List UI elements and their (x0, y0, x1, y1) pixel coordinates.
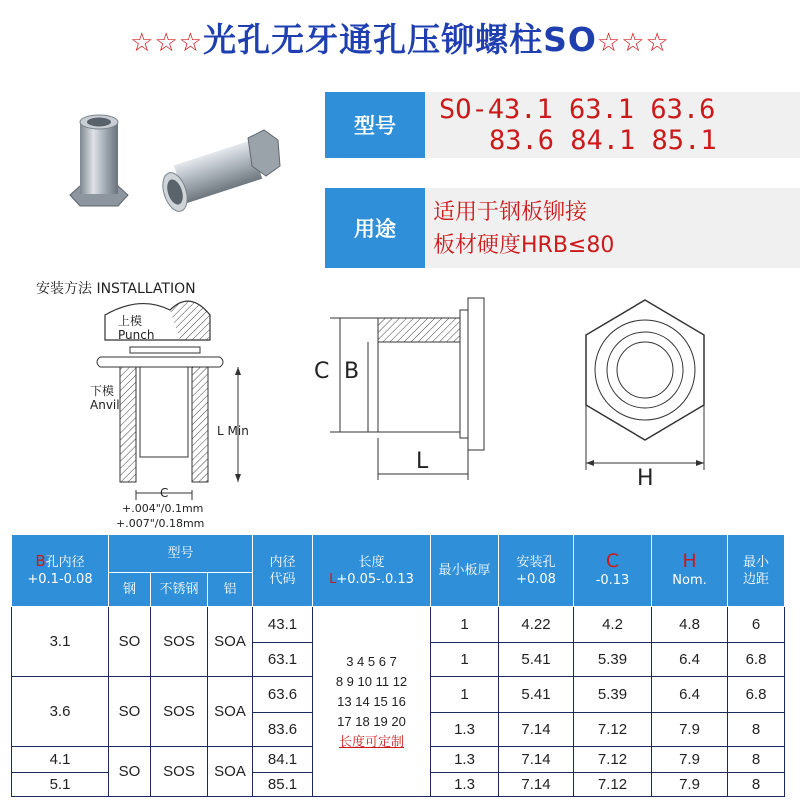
cell-aluminum: SOA (208, 747, 253, 797)
length-line-2: 8 9 10 11 12 (335, 673, 408, 689)
cell-h: 6.4 (652, 677, 728, 713)
header-hole-title: 安装孔 (516, 554, 556, 570)
cell-h: 4.8 (652, 607, 728, 643)
cell-b: 3.6 (12, 677, 109, 747)
model-line-1: SO-43.1 63.1 63.6 (439, 94, 716, 125)
cell-c: 7.12 (574, 773, 652, 797)
installation-title: 安装方法 INSTALLATION (36, 281, 196, 297)
cell-plate: 1.3 (431, 747, 499, 773)
c-dim-label: C (160, 486, 169, 500)
cell-code: 85.1 (253, 773, 313, 797)
length-line-4: 17 18 19 20 (337, 713, 406, 729)
model-label: 型号 (325, 92, 425, 158)
cell-c: 7.12 (574, 713, 652, 747)
header-model: 型号 (109, 535, 253, 573)
header-h-sub: Nom. (672, 572, 707, 588)
header-hole (499, 535, 574, 607)
cell-steel: SO (109, 677, 151, 747)
cell-hole: 7.14 (499, 747, 574, 773)
dim-l-label: L (416, 449, 429, 474)
cell-code: 63.1 (253, 643, 313, 677)
cell-code: 43.1 (253, 607, 313, 643)
header-aluminum: 铝 (208, 573, 253, 607)
stars-left: ☆☆☆ (130, 28, 204, 58)
cell-hole: 5.41 (499, 643, 574, 677)
header-b-red: B (35, 552, 46, 570)
cell-code: 83.6 (253, 713, 313, 747)
cell-lengths (313, 607, 431, 797)
cell-plate: 1 (431, 607, 499, 643)
usage-line-1: 适用于钢板铆接 (433, 200, 588, 225)
punch-en-label: Punch (118, 328, 155, 342)
product-photo (60, 100, 290, 220)
usage-values (425, 188, 800, 268)
cell-c: 4.2 (574, 607, 652, 643)
cell-edge: 6.8 (728, 677, 785, 713)
header-length-tol: +0.05-.0.13 (336, 571, 414, 587)
header-length-title: 长度 (358, 554, 385, 570)
anvil-en-label: Anvil (90, 398, 120, 412)
length-line-3: 13 14 15 16 (337, 693, 406, 709)
cell-stainless: SOS (151, 607, 208, 677)
header-b-tol: +0.1-0.08 (27, 572, 93, 587)
header-c-tol: -0.13 (595, 572, 630, 588)
cell-c: 7.12 (574, 747, 652, 773)
model-values (425, 92, 800, 158)
cell-code: 63.6 (253, 677, 313, 713)
cell-edge: 6.8 (728, 643, 785, 677)
cell-stainless: SOS (151, 747, 208, 797)
header-b (12, 535, 109, 607)
cell-h: 7.9 (652, 773, 728, 797)
header-min-plate: 最小板厚 (431, 535, 499, 607)
punch-cn-label: 上模 (118, 314, 143, 328)
length-line-1: 3 4 5 6 7 (346, 653, 397, 669)
page-title (0, 14, 800, 61)
cell-hole: 5.41 (499, 677, 574, 713)
cell-edge: 8 (728, 747, 785, 773)
length-custom-note: 长度可定制 (339, 733, 405, 749)
header-c (574, 535, 652, 607)
cell-h: 7.9 (652, 747, 728, 773)
model-block (325, 92, 800, 158)
cell-aluminum: SOA (208, 677, 253, 747)
cell-edge: 6 (728, 607, 785, 643)
cell-stainless: SOS (151, 677, 208, 747)
tolerance-2: +.007"/0.18mm (116, 517, 205, 530)
tolerance-1: +.004"/0.1mm (122, 502, 204, 515)
l-min-label: L Min (217, 424, 249, 438)
cell-steel: SO (109, 747, 151, 797)
cell-hole: 7.14 (499, 773, 574, 797)
cell-c: 5.39 (574, 677, 652, 713)
cell-b: 3.1 (12, 607, 109, 677)
table-row (12, 607, 785, 643)
cell-edge: 8 (728, 773, 785, 797)
cell-b: 4.1 (12, 747, 109, 773)
cell-c: 5.39 (574, 643, 652, 677)
spec-table (11, 534, 785, 797)
cell-code: 84.1 (253, 747, 313, 773)
dim-h-label: H (637, 466, 654, 491)
header-length (313, 535, 431, 607)
cell-hole: 4.22 (499, 607, 574, 643)
side-section-diagram (300, 290, 500, 480)
stars-right: ☆☆☆ (596, 28, 670, 58)
cell-steel: SO (109, 607, 151, 677)
model-line-2: 83.6 84.1 85.1 (489, 125, 717, 156)
header-steel: 钢 (109, 573, 151, 607)
header-code: 内径 代码 (253, 535, 313, 607)
cell-plate: 1 (431, 677, 499, 713)
header-hole-tol: +0.08 (516, 571, 556, 587)
header-h-red: H (682, 549, 697, 572)
header-h (652, 535, 728, 607)
header-length-red: L (329, 571, 337, 587)
header-stainless: 不锈钢 (151, 573, 208, 607)
cell-hole: 7.14 (499, 713, 574, 747)
cell-plate: 1 (431, 643, 499, 677)
anvil-cn-label: 下模 (90, 384, 115, 398)
installation-diagram (60, 295, 250, 535)
cell-h: 6.4 (652, 643, 728, 677)
usage-line-2: 板材硬度HRB≤80 (433, 233, 615, 258)
cell-edge: 8 (728, 713, 785, 747)
cell-h: 7.9 (652, 713, 728, 747)
cell-plate: 1.3 (431, 713, 499, 747)
header-c-red: C (605, 549, 620, 572)
header-b-text: 孔内径 (45, 555, 85, 570)
title-text: 光孔无牙通孔压铆螺柱SO (203, 20, 597, 59)
cell-plate: 1.3 (431, 773, 499, 797)
usage-block (325, 188, 800, 268)
dim-b-label: B (344, 359, 360, 384)
dim-c-label: C (314, 359, 330, 384)
front-hex-diagram (565, 295, 725, 495)
cell-aluminum: SOA (208, 607, 253, 677)
header-edge: 最小 边距 (728, 535, 785, 607)
usage-label: 用途 (325, 188, 425, 268)
cell-b: 5.1 (12, 773, 109, 797)
